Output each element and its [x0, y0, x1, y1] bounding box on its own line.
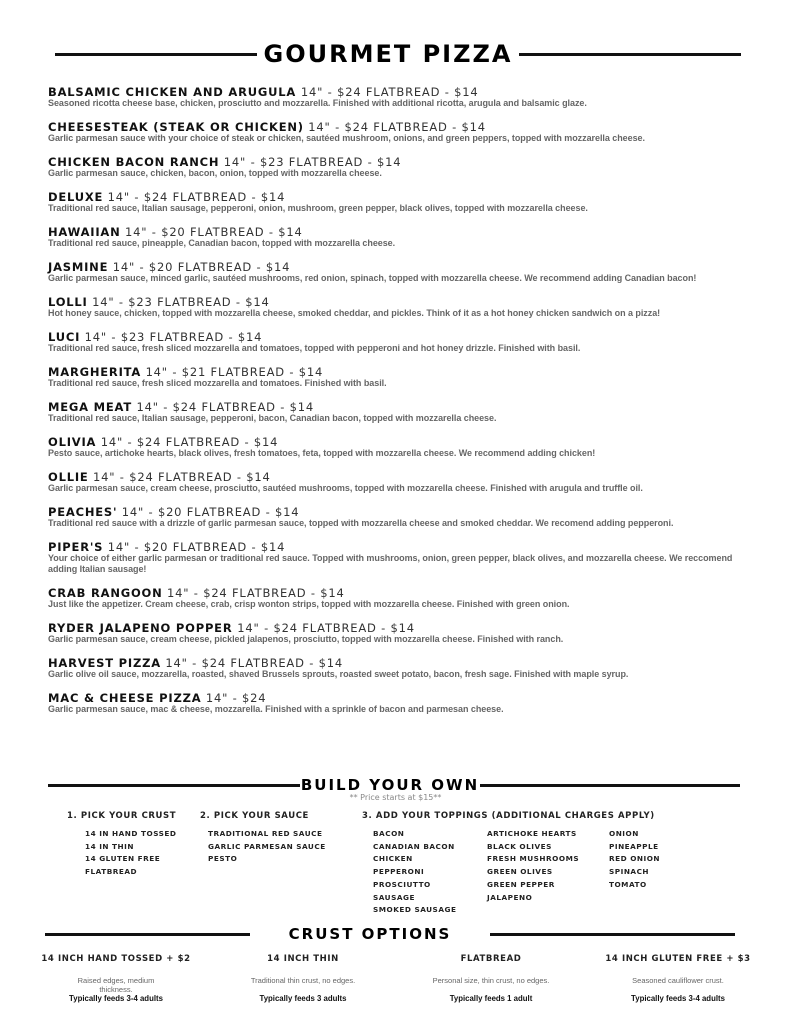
- menu-item: [48, 619, 748, 645]
- item-price: 14" - $24 FLATBREAD - $14: [162, 586, 345, 600]
- crust-option: 14 IN THIN: [85, 841, 134, 851]
- item-name: HAWAIIAN: [48, 225, 121, 239]
- topping-option: SPINACH: [609, 867, 650, 877]
- item-name: MEGA MEAT: [48, 400, 132, 414]
- topping-option: GREEN OLIVES: [487, 867, 553, 877]
- sauce-option: TRADITIONAL RED SAUCE: [208, 829, 323, 838]
- menu-item: [48, 538, 748, 575]
- step-heading: 2. PICK YOUR SAUCE: [200, 811, 309, 821]
- item-name: CHEESESTEAK (STEAK OR CHICKEN): [48, 120, 304, 134]
- item-price: 14" - $23 FLATBREAD - $14: [219, 155, 402, 169]
- topping-option: CHICKEN: [373, 854, 413, 864]
- crust-option-card: [396, 954, 586, 1003]
- item-description: Garlic parmesan sauce, chicken, bacon, onion, topped with mozzarella cheese.: [48, 168, 382, 178]
- topping-choices: [362, 811, 660, 917]
- topping-option: GREEN PEPPER: [487, 879, 555, 889]
- topping-option: RED ONION: [609, 854, 661, 864]
- topping-option: FRESH MUSHROOMS: [487, 854, 580, 864]
- menu-item: [48, 689, 748, 715]
- section-title: CRUST OPTIONS: [288, 925, 452, 943]
- sauce-choices: [200, 811, 326, 866]
- crust-option-card: [583, 954, 773, 1003]
- divider-right: [519, 53, 741, 56]
- item-price: 14" - $20 FLATBREAD - $14: [120, 225, 303, 239]
- topping-option: ONION: [609, 829, 639, 838]
- item-name: PEACHES': [48, 505, 118, 519]
- topping-column: [487, 828, 609, 917]
- item-description: Traditional red sauce, Italian sausage, pepperoni, bacon, Canadian bacon, topped with mozzarella cheese.: [48, 413, 497, 423]
- item-name: JASMINE: [48, 260, 109, 274]
- price-note: ** Price starts at $15**: [349, 793, 442, 802]
- item-price: 14" - $24 FLATBREAD - $14: [160, 656, 343, 670]
- item-name: BALSAMIC CHICKEN AND ARUGULA: [48, 85, 301, 99]
- item-description: Traditional red sauce with a drizzle of garlic parmesan sauce, topped with mozzarella cheese and smoked cheddar. We recomend adding pepperoni.: [48, 518, 674, 528]
- crust-name: 14 INCH THIN: [267, 954, 339, 964]
- crust-serving: Typically feeds 3 adults: [259, 994, 347, 1003]
- crust-option-card: [208, 954, 398, 1003]
- menu-item: [48, 584, 748, 610]
- menu-item: [48, 398, 748, 424]
- topping-option: PEPPERONI: [373, 867, 425, 877]
- crust-description: Seasoned cauliflower crust.: [632, 976, 724, 985]
- item-description: Traditional red sauce, fresh sliced mozzarella and tomatoes, topped with pepperoni and hot honey drizzle. Finished with basil.: [48, 343, 581, 353]
- item-price: 14" - $24 FLATBREAD - $14: [103, 190, 286, 204]
- item-description: Pesto sauce, artichoke hearts, black olives, fresh tomatoes, feta, topped with mozzarella cheese. We recommend adding chicken!: [48, 448, 596, 458]
- crust-description: Personal size, thin crust, no edges.: [432, 976, 550, 985]
- menu-item: [48, 328, 748, 354]
- item-price: 14" - $20 FLATBREAD - $14: [103, 540, 286, 554]
- topping-column: [609, 828, 660, 917]
- crust-option: FLATBREAD: [85, 867, 138, 877]
- item-name: MARGHERITA: [48, 365, 142, 379]
- divider-left: [45, 933, 250, 936]
- menu-item: [48, 258, 748, 284]
- divider-left: [48, 784, 300, 787]
- item-price: 14" - $23 FLATBREAD - $14: [80, 330, 263, 344]
- item-name: CHICKEN BACON RANCH: [48, 155, 220, 169]
- step-heading: 1. PICK YOUR CRUST: [67, 811, 177, 821]
- item-name: HARVEST PIZZA: [48, 656, 161, 670]
- divider-left: [55, 53, 257, 56]
- topping-option: TOMATO: [609, 879, 647, 889]
- topping-option: PROSCIUTTO: [373, 879, 431, 889]
- topping-option: BLACK OLIVES: [487, 841, 552, 851]
- menu-item: [48, 83, 748, 109]
- menu-item: [48, 188, 748, 214]
- item-price: 14" - $24 FLATBREAD - $14: [88, 470, 271, 484]
- option-list: [200, 828, 326, 866]
- crust-serving: Typically feeds 3-4 adults: [631, 994, 725, 1003]
- build-your-own-header: [0, 776, 791, 794]
- divider-right: [480, 784, 740, 787]
- item-description: Garlic olive oil sauce, mozzarella, roasted, shaved Brussels sprouts, roasted sweet potato, bacon, fresh sage. Finished with maple syrup.: [48, 669, 629, 679]
- crust-name: FLATBREAD: [460, 954, 522, 964]
- topping-option: SMOKED SAUSAGE: [373, 905, 457, 915]
- section-title: BUILD YOUR OWN: [300, 776, 480, 794]
- item-name: LUCI: [48, 330, 81, 344]
- topping-option: ARTICHOKE HEARTS: [487, 829, 577, 838]
- menu-item: [48, 363, 748, 389]
- item-name: MAC & CHEESE PIZZA: [48, 691, 202, 705]
- crust-option-card: [21, 954, 211, 1003]
- topping-column: [373, 828, 487, 917]
- item-name: RYDER JALAPENO POPPER: [48, 621, 238, 635]
- item-description: Garlic parmesan sauce, cream cheese, prosciutto, sautéed mushrooms, topped with mozzarella cheese. Finished with arugula and truffle oil.: [48, 483, 643, 493]
- crust-options-header: [0, 925, 791, 943]
- crust-name: 14 INCH GLUTEN FREE + $3: [605, 954, 751, 964]
- menu-item: [48, 153, 748, 179]
- item-description: Traditional red sauce, pineapple, Canadian bacon, topped with mozzarella cheese.: [48, 238, 396, 248]
- step-heading: 3. ADD YOUR TOPPINGS (ADDITIONAL CHARGES APPLY): [362, 811, 655, 821]
- crust-choices: [67, 811, 176, 879]
- item-price: 14" - $20 FLATBREAD - $14: [108, 260, 291, 274]
- item-price: 14" - $24 FLATBREAD - $14: [303, 120, 486, 134]
- item-price: 14" - $24 FLATBREAD - $14: [96, 435, 279, 449]
- item-description: Traditional red sauce, fresh sliced mozzarella and tomatoes. Finished with basil.: [48, 378, 387, 388]
- item-description: Hot honey sauce, chicken, topped with mozzarella cheese, smoked cheddar, and pickles. Think of it as a hot honey chicken sandwich on a pizza!: [48, 308, 661, 318]
- item-price: 14" - $20 FLATBREAD - $14: [117, 505, 300, 519]
- sauce-option: GARLIC PARMESAN SAUCE: [208, 841, 326, 851]
- crust-description: Traditional thin crust, no edges.: [250, 976, 356, 985]
- item-name: OLIVIA: [48, 435, 97, 449]
- menu-item: [48, 654, 748, 680]
- section-title: GOURMET PIZZA: [263, 40, 513, 68]
- item-price: 14" - $24 FLATBREAD - $14: [132, 400, 315, 414]
- item-description: Seasoned ricotta cheese base, chicken, prosciutto and mozzarella. Finished with additional ricotta, arugula and balsamic glaze.: [48, 98, 587, 108]
- item-description: Garlic parmesan sauce, cream cheese, pickled jalapenos, prosciutto, topped with mozzarella cheese. Finished with ranch.: [48, 634, 564, 644]
- item-description: Just like the appetizer. Cream cheese, crab, crisp wonton strips, topped with mozzarella cheese. Finished with green onion.: [48, 599, 570, 609]
- gourmet-pizza-list: [48, 83, 748, 724]
- topping-option: BACON: [373, 829, 405, 838]
- item-description: Garlic parmesan sauce with your choice of steak or chicken, sautéed mushroom, onions, and green peppers, topped with mozzarella cheese.: [48, 133, 645, 143]
- crust-serving: Typically feeds 3-4 adults: [69, 994, 163, 1003]
- item-price: 14" - $24 FLATBREAD - $14: [237, 621, 415, 635]
- crust-option: 14 IN HAND TOSSED: [85, 829, 177, 838]
- topping-columns: [362, 828, 660, 917]
- gourmet-pizza-header: [0, 40, 791, 68]
- crust-name: 14 INCH HAND TOSSED + $2: [41, 954, 191, 964]
- item-price: 14" - $21 FLATBREAD - $14: [141, 365, 324, 379]
- item-name: DELUXE: [48, 190, 104, 204]
- item-description: Garlic parmesan sauce, minced garlic, sautéed mushrooms, red onion, spinach, topped with mozzarella cheese. We recommend adding Canadian bacon!: [48, 273, 697, 283]
- topping-option: JALAPENO: [487, 892, 533, 902]
- divider-right: [490, 933, 735, 936]
- sauce-option: PESTO: [208, 854, 238, 864]
- menu-item: [48, 118, 748, 144]
- crust-description: Raised edges, medium thickness.: [77, 976, 155, 994]
- topping-option: PINEAPPLE: [609, 841, 659, 851]
- item-description: Garlic parmesan sauce, mac & cheese, mozzarella. Finished with a sprinkle of bacon and parmesan cheese.: [48, 704, 504, 714]
- item-price: 14" - $24: [201, 691, 267, 705]
- topping-option: CANADIAN BACON: [373, 841, 455, 851]
- menu-item: [48, 223, 748, 249]
- topping-option: SAUSAGE: [373, 892, 415, 902]
- option-list: [67, 828, 176, 879]
- menu-item: [48, 433, 748, 459]
- item-description: Your choice of either garlic parmesan or traditional red sauce. Topped with mushrooms, onion, green pepper, black olives, and mozzarella cheese. We reccomend adding Italian sausage!: [48, 553, 733, 574]
- crust-serving: Typically feeds 1 adult: [449, 994, 533, 1003]
- item-price: 14" - $24 FLATBREAD - $14: [300, 85, 479, 99]
- item-name: OLLIE: [48, 470, 89, 484]
- item-price: 14" - $23 FLATBREAD - $14: [87, 295, 270, 309]
- item-name: PIPER'S: [48, 540, 104, 554]
- item-name: LOLLI: [48, 295, 88, 309]
- menu-item: [48, 503, 748, 529]
- item-name: CRAB RANGOON: [48, 586, 163, 600]
- item-description: Traditional red sauce, Italian sausage, pepperoni, onion, mushroom, green pepper, black olives, topped with mozzarella cheese.: [48, 203, 588, 213]
- menu-item: [48, 468, 748, 494]
- crust-option: 14 GLUTEN FREE: [85, 854, 161, 864]
- menu-item: [48, 293, 748, 319]
